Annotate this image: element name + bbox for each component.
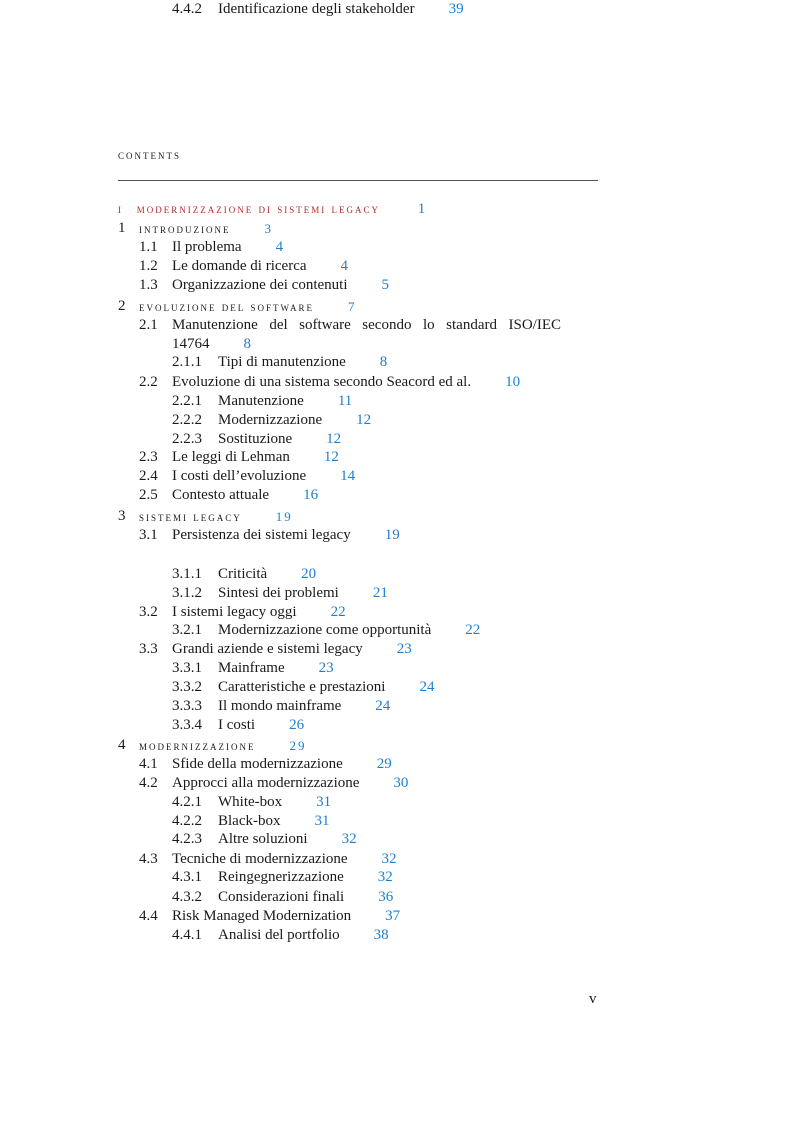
entry-number: 4.4.1 [172,927,202,943]
entry-title-text: Risk Managed Modernization [172,908,352,924]
entry-page-link[interactable]: 19 [275,509,293,524]
entry-title [172,467,355,486]
entry-title-text: Manutenzione [218,393,304,409]
entry-number: 2.2.2 [172,412,202,428]
entry-page-link[interactable]: 24 [419,679,435,695]
entry-title-text: Manutenzione del software secondo lo standard ISO/IEC [172,317,561,333]
entry-title [218,392,352,411]
entry-title-text: Le leggi di Lehman [172,449,290,465]
entry-number: 3.3.3 [172,698,202,714]
entry-title-text: Criticità [218,566,268,582]
entry-title-text: Tecniche di modernizzazione [172,851,348,867]
entry-title-text: Evoluzione di una sistema secondo Seacord ed al. [172,374,472,390]
entry-title [172,276,389,295]
entry-page-link[interactable]: 22 [330,604,346,620]
entry-title-text: Il problema [172,239,242,255]
entry-page-link[interactable]: 12 [356,412,372,428]
entry-number: 1 [118,220,126,236]
entry-number: 2.1 [139,317,158,333]
entry-title [172,373,520,392]
entry-number: 4.2 [139,775,158,791]
entry-page-link[interactable]: 12 [323,449,339,465]
entry-title [218,430,341,449]
entry-page-link[interactable]: 14 [340,468,356,484]
entry-title-text: Sostituzione [218,431,293,447]
entry-number: 2.5 [139,487,158,503]
entry-title [218,584,388,603]
entry-number: 1.1 [139,239,158,255]
entry-number: 2 [118,298,126,314]
entry-page-link[interactable]: 31 [314,813,330,829]
entry-number: 3.1.1 [172,566,202,582]
entry-title-text: Considerazioni finali [218,889,345,905]
entry-title-text: Grandi aziende e sistemi legacy [172,641,363,657]
entry-title [172,448,339,467]
entry-page-link[interactable]: 21 [372,585,388,601]
entry-title-text: Tipi di manutenzione [218,354,346,370]
entry-number: 3 [118,508,126,524]
entry-number: 4.3 [139,851,158,867]
entry-page-link[interactable]: 23 [318,660,334,676]
entry-title-text: modernizzazione [139,738,256,753]
entry-title [172,907,400,926]
entry-title-text: White-box [218,794,283,810]
entry-title [218,812,329,831]
entry-title-text: I costi dell’evoluzione [172,468,307,484]
entry-title-text: sistemi legacy [139,509,242,524]
entry-number: 1.3 [139,277,158,293]
entry-page-link[interactable]: 31 [316,794,332,810]
entry-title [172,774,408,793]
entry-page-link[interactable]: 12 [326,431,342,447]
entry-title-text: Identificazione degli stakeholder [218,1,415,17]
entry-page-link[interactable]: 4 [275,239,284,255]
entry-title [172,257,348,276]
entry-page-link[interactable]: 32 [341,831,357,847]
entry-number: 4.3.1 [172,869,202,885]
entry-number: 3.3.1 [172,660,202,676]
entry-title-text: Analisi del portfolio [218,927,340,943]
entry-number: 1.2 [139,258,158,274]
toc-part[interactable] [118,199,425,219]
entry-number: 3.3 [139,641,158,657]
entry-page-link[interactable]: 20 [301,566,317,582]
entry-title-text: Modernizzazione come opportunità [218,622,432,638]
entry-title [218,678,434,697]
entry-title [218,868,393,887]
entry-page-link[interactable]: 29 [289,738,307,753]
entry-page-link[interactable]: 4 [340,258,349,274]
entry-page-link[interactable]: 29 [376,756,392,772]
entry-page-link[interactable]: 10 [505,374,521,390]
entry-number: 3.2.1 [172,622,202,638]
part-title: modernizzazione di sistemi legacy [136,201,380,216]
entry-title-text: Mainframe [218,660,285,676]
entry-number: 4.3.2 [172,889,202,905]
entry-title-text: Organizzazione dei contenuti [172,277,348,293]
toc-heading: contents [118,147,181,162]
entry-number: 4.2.1 [172,794,202,810]
entry-title [139,507,293,526]
page-number: v [589,991,597,1007]
entry-title [172,486,318,505]
entry-number: 2.1.1 [172,354,202,370]
entry-title [218,0,464,19]
entry-title [218,565,316,584]
entry-title [139,297,356,316]
entry-title [218,830,357,849]
entry-title [218,411,371,430]
entry-number: 2.2.3 [172,431,202,447]
entry-title-text: Black-box [218,813,281,829]
entry-title [172,316,561,352]
part-number: i [118,201,123,216]
entry-number: 2.4 [139,468,158,484]
entry-page-link[interactable]: 32 [381,851,397,867]
entry-title-text: Caratteristiche e prestazioni [218,679,386,695]
entry-number: 2.3 [139,449,158,465]
entry-page-link[interactable]: 32 [377,869,393,885]
entry-title [218,659,334,678]
entry-page-link[interactable]: 26 [289,717,305,733]
entry-number: 2.2.1 [172,393,202,409]
entry-page-link[interactable]: 8 [379,354,388,370]
entry-number: 3.3.4 [172,717,202,733]
entry-title [139,219,273,238]
entry-page-link[interactable]: 24 [375,698,391,714]
entry-page-link[interactable]: 11 [337,393,353,409]
entry-page-link[interactable]: 16 [303,487,319,503]
entry-title-text: introduzione [139,221,231,236]
entry-title [139,736,306,755]
entry-title [218,697,390,716]
entry-page-link[interactable]: 36 [378,889,394,905]
entry-number: 4.1 [139,756,158,772]
entry-title [172,603,346,622]
entry-title-text: Il mondo mainframe [218,698,342,714]
entry-title-text: I costi [218,717,256,733]
entry-title [218,353,387,372]
entry-title-text: evoluzione del software [139,299,314,314]
entry-number: 3.3.2 [172,679,202,695]
entry-page-link[interactable]: 8 [243,336,251,352]
entry-number: 4.2.3 [172,831,202,847]
entry-page-link[interactable]: 23 [396,641,412,657]
entry-title-text: Le domande di ricerca [172,258,307,274]
entry-page-link[interactable]: 38 [373,927,389,943]
entry-page-link[interactable]: 39 [448,1,464,17]
entry-title-text: Sintesi dei problemi [218,585,339,601]
entry-title [172,526,400,545]
heading-rule [118,180,598,181]
entry-title [218,793,331,812]
entry-page-link[interactable]: 37 [385,908,401,924]
entry-title [218,716,304,735]
entry-title [172,850,397,869]
entry-number: 3.2 [139,604,158,620]
entry-title-text: Reingegnerizzazione [218,869,344,885]
entry-number: 4 [118,737,126,753]
entry-title-text: I sistemi legacy oggi [172,604,297,620]
entry-title [218,621,480,640]
entry-title [172,755,392,774]
entry-page-link[interactable]: 5 [381,277,389,293]
entry-title-text: Contesto attuale [172,487,270,503]
entry-title-text: Sfide della modernizzazione [172,756,343,772]
entry-page-link[interactable]: 30 [393,775,409,791]
entry-page-link[interactable]: 7 [347,299,357,314]
entry-title [218,888,393,907]
entry-page-link[interactable]: 19 [384,527,400,543]
entry-number: 2.2 [139,374,158,390]
part-page[interactable]: 1 [417,201,426,217]
entry-title [218,926,389,945]
entry-number: 4.4 [139,908,158,924]
entry-number: 3.1 [139,527,158,543]
entry-number: 3.1.2 [172,585,202,601]
entry-page-link[interactable]: 3 [264,221,273,236]
entry-title-text: Modernizzazione [218,412,323,428]
entry-number: 4.2.2 [172,813,202,829]
entry-title [172,640,412,659]
entry-title [172,238,283,257]
entry-title-text: Persistenza dei sistemi legacy [172,527,351,543]
entry-number: 4.4.2 [172,1,202,17]
entry-title-continuation: 14764 [172,336,210,352]
entry-title-text: Approcci alla modernizzazione [172,775,360,791]
entry-page-link[interactable]: 22 [465,622,481,638]
entry-title-text: Altre soluzioni [218,831,308,847]
